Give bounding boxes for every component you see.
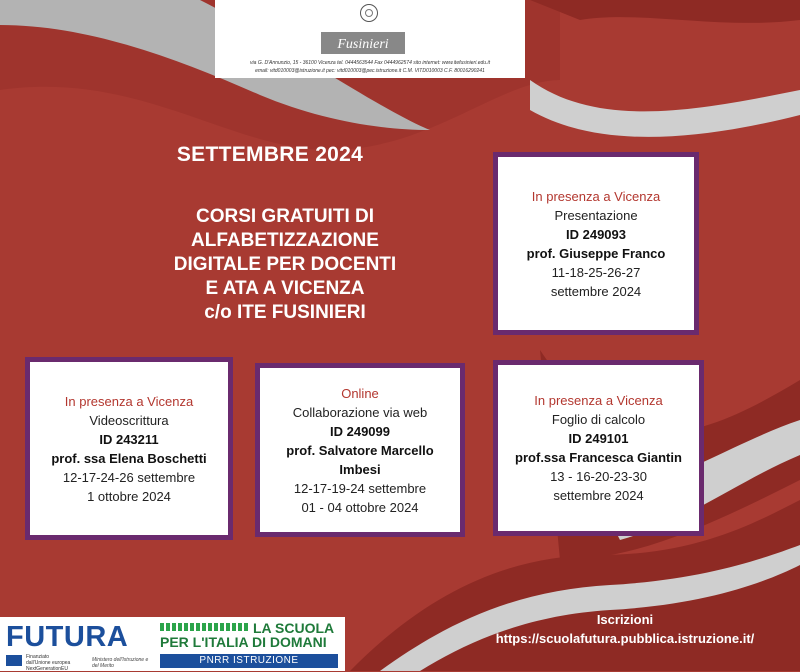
scuola-logo-line2: PER L'ITALIA DI DOMANI [160,634,327,650]
school-header [215,0,525,78]
course-mode: In presenza a Vicenza [64,393,194,409]
course-id: ID 249099 [330,423,390,439]
scuola-logo-line1: LA SCUOLA [253,620,335,636]
school-contacts: email: vitd010003@istruzione.it pec: vitd010003@pec.istruzione.it C.M. VITD010003 C.F. 80016290241 [255,68,485,74]
course-dates: 1 ottobre 2024 [87,488,171,504]
pnrr-badge: PNRR ISTRUZIONE [160,654,338,668]
title-line: DIGITALE PER DOCENTI [173,254,397,275]
registration-info [455,610,795,648]
course-teacher-surname: Imbesi [339,461,381,477]
course-dates: settembre 2024 [553,488,644,503]
ministry-label: Ministero dell'Istruzione e del Merito [92,657,149,669]
registration-link[interactable]: https://scuolafutura.pubblica.istruzione.it/ [495,631,755,646]
course-id: ID 249093 [566,226,626,242]
course-dates: 12-17-19-24 settembre [293,480,427,496]
eu-text-line: Finanziato [26,654,50,660]
eu-text-line: dall'Unione europea [26,660,71,666]
course-id: ID 249101 [568,431,629,446]
course-dates: 01 - 04 ottobre 2024 [301,499,419,515]
course-card-videoscrittura [25,357,233,540]
school-logo-text: Fusinieri [337,37,389,52]
course-teacher: prof. ssa Elena Boschetti [51,450,207,466]
title-line: E ATA A VICENZA [205,278,365,299]
course-card-collaborazione [255,363,465,537]
course-subject: Presentazione [554,207,638,223]
event-date: SETTEMBRE 2024 [176,143,364,166]
title-line: c/o ITE FUSINIERI [204,302,366,323]
title-line: CORSI GRATUITI DI [195,206,375,227]
course-card-foglio-di-calcolo [493,360,704,536]
title-line: ALFABETIZZAZIONE [191,230,379,251]
course-subject: Foglio di calcolo [551,412,646,427]
course-card-presentazione [493,152,699,335]
main-title [100,205,470,325]
eu-funding-label [26,654,70,672]
course-dates: settembre 2024 [550,283,642,299]
funding-logos [0,617,345,671]
eu-text-line: NextGenerationEU [26,666,68,672]
course-mode: In presenza a Vicenza [534,393,663,408]
course-teacher: prof. Giuseppe Franco [526,245,666,261]
course-dates: 11-18-25-26-27 [551,264,641,280]
eu-flag-icon [6,655,22,666]
course-mode: Online [341,385,379,401]
school-address: via G. D'Annunzio, 15 - 36100 Vicenza tel. 0444563544 Fax 0444962574 sito internet: www.itefusinieri.edu.it [250,60,490,66]
course-subject: Collaborazione via web [292,404,428,420]
futura-logo: FUTURA [6,621,129,653]
course-dates: 13 - 16-20-23-30 [550,469,647,484]
course-id: ID 243211 [99,431,159,447]
course-subject: Videoscrittura [89,412,169,428]
scuola-stripes-icon [160,623,248,631]
course-dates: 12-17-24-26 settembre [62,469,196,485]
course-teacher: prof. Salvatore Marcello [286,442,434,458]
school-logo [321,28,405,58]
italian-republic-emblem-icon [360,4,378,22]
course-teacher: prof.ssa Francesca Giantin [515,450,682,465]
course-mode: In presenza a Vicenza [531,188,661,204]
registration-label: Iscrizioni [596,612,654,627]
